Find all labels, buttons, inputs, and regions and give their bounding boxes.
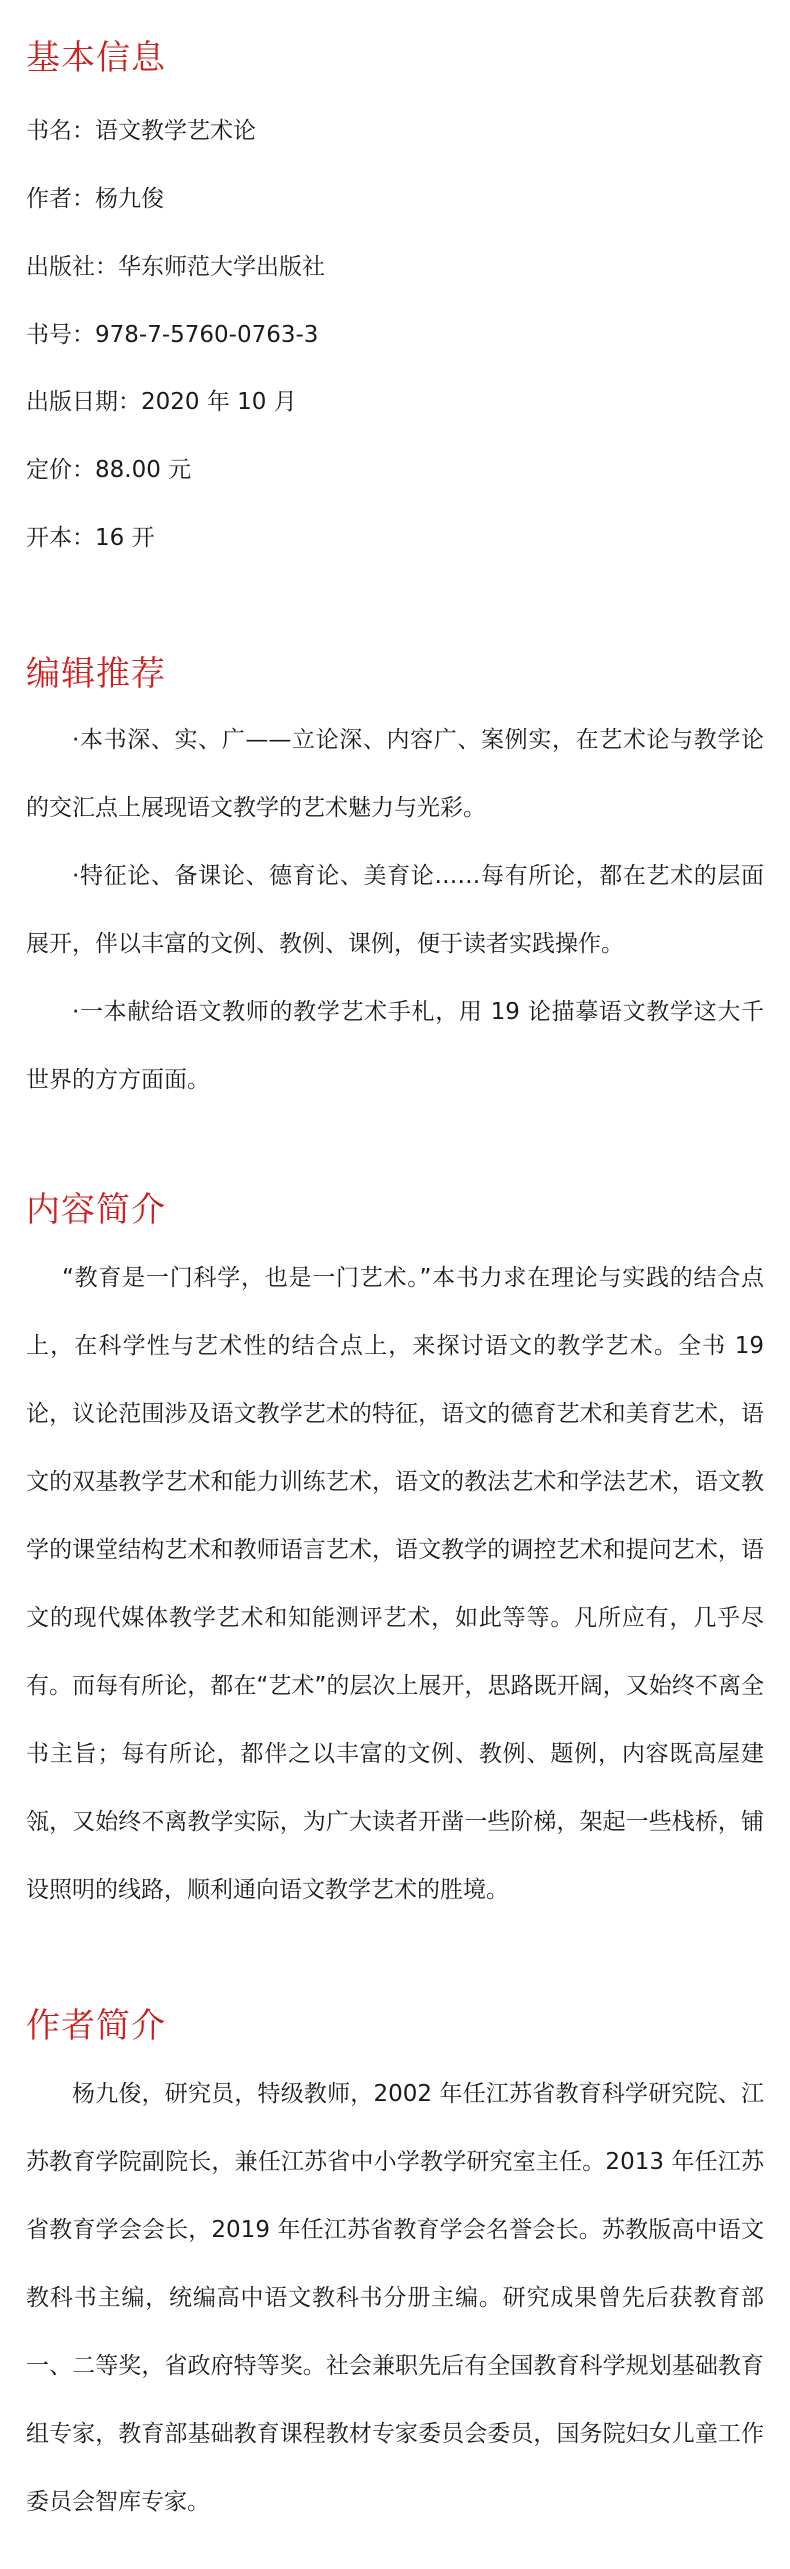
editor-recommend-heading: 编辑推荐	[26, 654, 166, 694]
info-price: 定价：88.00 元	[26, 457, 192, 483]
summary-paragraph: “教育是一门科学，也是一门艺术。”本书力求在理论与实践的结合点上，在科学性与艺术性的结合点上，来探讨语文的教学艺术。全书 19 论，议论范围涉及语文教学艺术的特征，语文的德育艺术和美育艺术，语文的双基教学艺术和能力训练艺术，语文的教法艺术和学法艺术，语文教学的课堂结构艺术和教师语言艺术，语文教学的调控艺术和提问艺术，语文的现代媒体教学艺术和知能测评艺术，如此等等。凡所应有，几乎尽有。而每有所论，都在“艺术”的层次上展开，思路既开阔，又始终不离全书主旨；每有所论，都伴之以丰富的文例、教例、题例，内容既高屋建瓴，又始终不离教学实际，为广大读者开凿一些阶梯，架起一些栈桥，铺设照明的线路，顺利通向语文教学艺术的胜境。	[26, 1265, 764, 1903]
recommend-paragraph-2: ·特征论、备课论、德育论、美育论……每有所论，都在艺术的层面展开，伴以丰富的文例、教例、课例，便于读者实践操作。	[26, 863, 764, 957]
info-publisher: 出版社：华东师范大学出版社	[26, 254, 325, 280]
info-pub-date: 出版日期：2020 年 10 月	[26, 389, 297, 415]
info-isbn: 书号：978-7-5760-0763-3	[26, 322, 319, 348]
info-title: 书名：语文教学艺术论	[26, 118, 256, 144]
recommend-paragraph-1: ·本书深、实、广——立论深、内容广、案例实，在艺术论与教学论的交汇点上展现语文教学的艺术魅力与光彩。	[26, 727, 764, 821]
recommend-paragraph-3: ·一本献给语文教师的教学艺术手札，用 19 论描摹语文教学这大千世界的方方面面。	[26, 999, 764, 1093]
info-format: 开本：16 开	[26, 525, 155, 551]
author-paragraph: 杨九俊，研究员，特级教师，2002 年任江苏省教育科学研究院、江苏教育学院副院长，兼任江苏省中小学教学研究室主任。2013 年任江苏省教育学会会长，2019 年任江苏省教育学会名誉会长。苏教版高中语文教科书主编，统编高中语文教科书分册主编。研究成果曾先后获教育部一、二等奖，省政府特等奖。社会兼职先后有全国教育科学规划基础教育组专家，教育部基础教育课程教材专家委员会委员，国务院妇女儿童工作委员会智库专家。	[26, 2081, 764, 2515]
author-heading: 作者简介	[26, 2006, 166, 2046]
summary-heading: 内容简介	[26, 1190, 166, 1230]
basic-info-heading: 基本信息	[26, 38, 166, 78]
info-author: 作者：杨九俊	[26, 186, 164, 212]
